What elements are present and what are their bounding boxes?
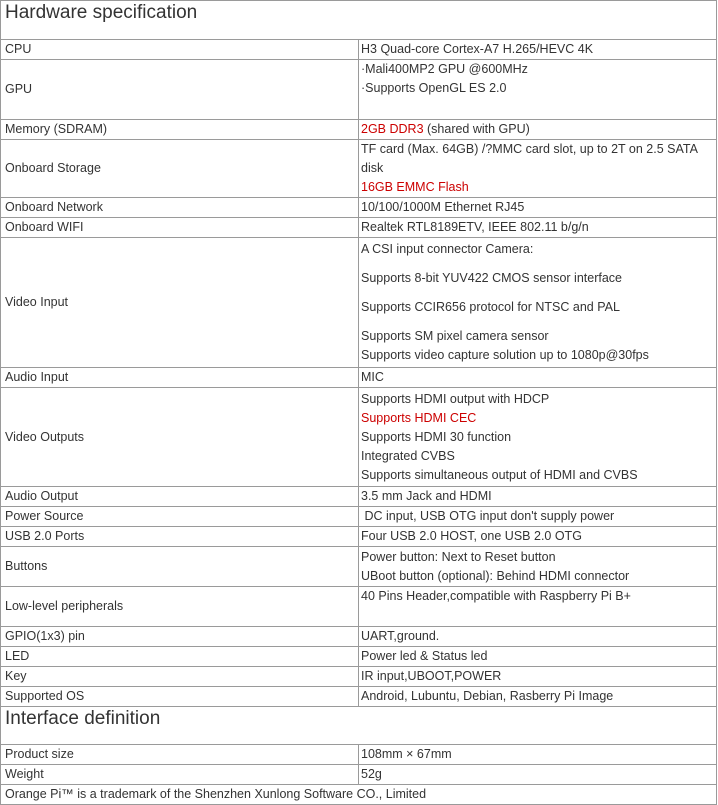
spec-row-power-source xyxy=(1,507,717,527)
video-outputs-line-4: Integrated CVBS xyxy=(361,448,455,463)
buttons-line-2: UBoot button (optional): Behind HDMI connector xyxy=(361,568,630,583)
video-input-value xyxy=(359,238,717,368)
memory-note: (shared with GPU) xyxy=(423,122,530,136)
usb-value: Four USB 2.0 HOST, one USB 2.0 OTG xyxy=(359,527,717,547)
spec-row-cpu xyxy=(1,40,717,60)
os-label: Supported OS xyxy=(1,687,359,707)
buttons-line-1: Power button: Next to Reset button xyxy=(361,549,556,564)
hardware-section-title: Hardware specification xyxy=(1,1,717,40)
audio-input-value: MIC xyxy=(359,368,717,388)
spec-row-wifi xyxy=(1,218,717,238)
spec-row-peripherals xyxy=(1,587,717,627)
spec-row-audio-output xyxy=(1,487,717,507)
memory-label: Memory (SDRAM) xyxy=(1,120,359,140)
gpu-value xyxy=(359,60,717,120)
video-outputs-line-5: Supports simultaneous output of HDMI and CVBS xyxy=(361,467,638,482)
spec-row-video-outputs xyxy=(1,388,717,487)
memory-size-highlight: 2GB DDR3 xyxy=(361,122,424,136)
trademark-note: Orange Pi™ is a trademark of the Shenzhen Xunlong Software CO., Limited xyxy=(1,785,717,805)
spec-row-buttons xyxy=(1,547,717,587)
memory-value xyxy=(359,120,717,140)
led-label: LED xyxy=(1,647,359,667)
gpu-line-2: ·Supports OpenGL ES 2.0 xyxy=(361,81,507,95)
footer-row xyxy=(1,785,717,805)
interface-section-row xyxy=(1,707,717,745)
spec-row-weight xyxy=(1,765,717,785)
spec-row-gpio xyxy=(1,627,717,647)
video-outputs-line-3: Supports HDMI 30 function xyxy=(361,429,512,444)
spec-row-memory xyxy=(1,120,717,140)
video-input-label: Video Input xyxy=(1,238,359,368)
network-label: Onboard Network xyxy=(1,198,359,218)
power-source-label: Power Source xyxy=(1,507,359,527)
os-value: Android, Lubuntu, Debian, Rasberry Pi Image xyxy=(359,687,717,707)
audio-output-label: Audio Output xyxy=(1,487,359,507)
video-input-line-1: A CSI input connector Camera: xyxy=(361,242,534,256)
spec-row-gpu xyxy=(1,60,717,120)
spec-row-os xyxy=(1,687,717,707)
gpio-value: UART,ground. xyxy=(359,627,717,647)
audio-input-label: Audio Input xyxy=(1,368,359,388)
video-outputs-value xyxy=(359,388,717,487)
cpu-label: CPU xyxy=(1,40,359,60)
spec-row-storage xyxy=(1,140,717,198)
storage-line-2: 16GB EMMC Flash xyxy=(361,180,469,194)
led-value: Power led & Status led xyxy=(359,647,717,667)
video-input-line-2: Supports 8-bit YUV422 CMOS sensor interface xyxy=(361,271,623,285)
storage-line-1: TF card (Max. 64GB) /?MMC card slot, up to 2T on 2.5 SATA disk xyxy=(361,142,698,175)
spec-row-video-input xyxy=(1,238,717,368)
wifi-label: Onboard WIFI xyxy=(1,218,359,238)
interface-section-title: Interface definition xyxy=(1,707,717,745)
video-input-line-3: Supports CCIR656 protocol for NTSC and PAL xyxy=(361,300,620,314)
video-outputs-line-1: Supports HDMI output with HDCP xyxy=(361,391,550,406)
usb-label: USB 2.0 Ports xyxy=(1,527,359,547)
peripherals-label: Low-level peripherals xyxy=(1,587,359,627)
video-outputs-label: Video Outputs xyxy=(1,388,359,487)
spec-row-key xyxy=(1,667,717,687)
weight-value: 52g xyxy=(359,765,717,785)
power-source-value: DC input, USB OTG input don't supply power xyxy=(359,507,717,527)
spec-row-usb xyxy=(1,527,717,547)
video-input-line-4: Supports SM pixel camera sensor xyxy=(361,329,549,343)
gpu-line-1: ·Mali400MP2 GPU @600MHz xyxy=(361,62,528,76)
storage-value xyxy=(359,140,717,198)
spec-row-network xyxy=(1,198,717,218)
storage-label: Onboard Storage xyxy=(1,140,359,198)
peripherals-value: 40 Pins Header,compatible with Raspberry Pi B+ xyxy=(359,587,717,627)
audio-output-value: 3.5 mm Jack and HDMI xyxy=(359,487,717,507)
wifi-value: Realtek RTL8189ETV, IEEE 802.11 b/g/n xyxy=(359,218,717,238)
video-input-line-5: Supports video capture solution up to 1080p@30fps xyxy=(361,348,649,362)
buttons-value xyxy=(359,547,717,587)
gpio-label: GPIO(1x3) pin xyxy=(1,627,359,647)
hardware-section-row xyxy=(1,1,717,40)
weight-label: Weight xyxy=(1,765,359,785)
product-size-label: Product size xyxy=(1,745,359,765)
spec-row-audio-input xyxy=(1,368,717,388)
gpu-label: GPU xyxy=(1,60,359,120)
spec-row-led xyxy=(1,647,717,667)
product-size-value: 108mm × 67mm xyxy=(359,745,717,765)
key-label: Key xyxy=(1,667,359,687)
key-value: IR input,UBOOT,POWER xyxy=(359,667,717,687)
cpu-value: H3 Quad-core Cortex-A7 H.265/HEVC 4K xyxy=(359,40,717,60)
video-outputs-line-2: Supports HDMI CEC xyxy=(361,410,477,425)
buttons-label: Buttons xyxy=(1,547,359,587)
spec-row-product-size xyxy=(1,745,717,765)
network-value: 10/100/1000M Ethernet RJ45 xyxy=(359,198,717,218)
